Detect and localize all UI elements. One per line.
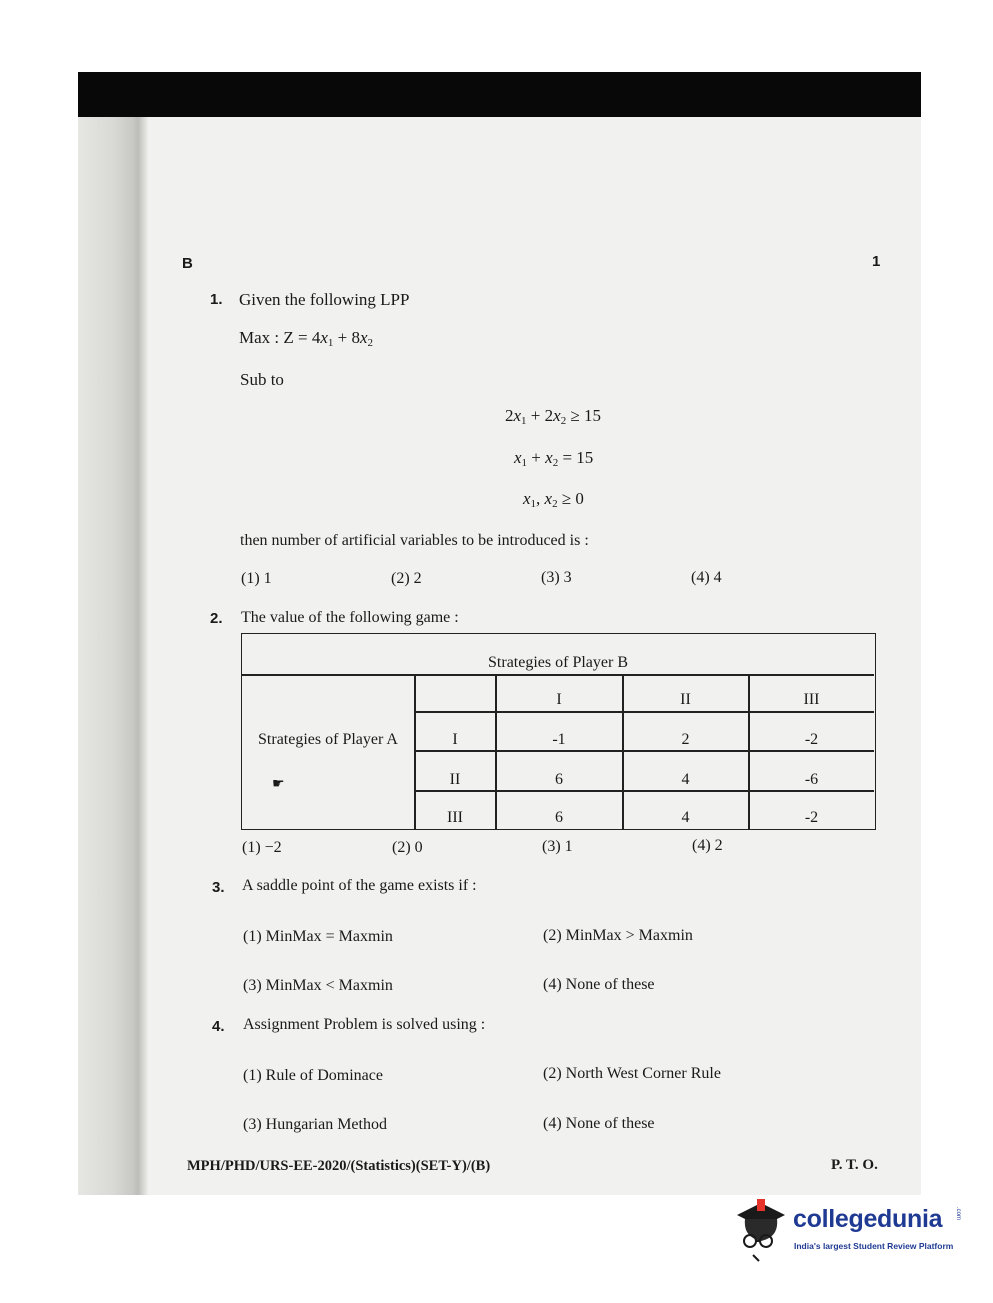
- question-4-option-2: (2) North West Corner Rule: [543, 1065, 721, 1082]
- subject-to-label: Sub to: [240, 370, 284, 389]
- question-2-option-4: (4) 2: [692, 837, 723, 854]
- question-1-prompt: then number of artificial variables to be introduced is :: [240, 532, 589, 549]
- question-1-option-4: (4) 4: [691, 569, 722, 586]
- brand-tagline: India's largest Student Review Platform: [794, 1241, 954, 1251]
- footer-exam-code: MPH/PHD/URS-EE-2020/(Statistics)(SET-Y)/(B): [187, 1158, 491, 1174]
- question-4-option-4: (4) None of these: [543, 1115, 655, 1132]
- col-label-3: III: [803, 691, 820, 708]
- graduate-mascot-icon: [733, 1195, 795, 1265]
- player-b-header: Strategies of Player B: [488, 654, 628, 671]
- cell-2-2: 4: [681, 771, 690, 788]
- question-3-option-3: (3) MinMax < Maxmin: [243, 977, 393, 994]
- question-3-stem: A saddle point of the game exists if :: [242, 877, 477, 894]
- cell-3-1: 6: [555, 809, 563, 826]
- constraint-1: $2x_1 + 2x_2 \ge 15$: [505, 406, 602, 427]
- row-label-1: I: [452, 731, 458, 748]
- question-2-option-2: (2) 0: [392, 839, 423, 856]
- cell-1-1: -1: [552, 731, 566, 748]
- row-label-3: III: [447, 809, 463, 826]
- question-3-option-1: (1) MinMax = Maxmin: [243, 928, 393, 945]
- cell-3-3: -2: [804, 809, 819, 826]
- player-a-header: Strategies of Player A: [258, 731, 398, 748]
- footer-pto: P. T. O.: [831, 1157, 878, 1173]
- question-4-option-1: (1) Rule of Dominace: [243, 1067, 383, 1084]
- scan-top-bar: [78, 72, 921, 117]
- question-1-option-2: (2) 2: [391, 570, 422, 587]
- question-1-objective: Max : $Z = 4x_1 + 8x_2$: [239, 328, 374, 349]
- question-1-option-1: (1) 1: [241, 570, 272, 587]
- col-label-2: II: [680, 691, 691, 708]
- cell-3-2: 4: [681, 809, 690, 826]
- question-1-number: 1.: [210, 291, 223, 308]
- question-2-number: 2.: [210, 610, 223, 627]
- cell-2-3: -6: [804, 771, 819, 788]
- page-binding-shadow: [78, 117, 148, 1195]
- cell-2-1: 6: [555, 771, 563, 788]
- constraint-2: $x_1 + x_2 = 15$: [514, 448, 594, 469]
- question-2-option-1: (1) −2: [242, 839, 282, 856]
- row-label-2: II: [449, 771, 461, 788]
- collegedunia-logo: [733, 1195, 973, 1265]
- question-2-option-3: (3) 1: [542, 838, 573, 855]
- question-3-option-4: (4) None of these: [543, 976, 655, 993]
- question-4-number: 4.: [212, 1018, 225, 1035]
- set-label: B: [182, 255, 193, 272]
- cell-1-2: 2: [681, 731, 690, 748]
- question-4-stem: Assignment Problem is solved using :: [243, 1016, 486, 1033]
- cell-1-3: -2: [804, 731, 819, 748]
- page-number: 1: [872, 253, 881, 270]
- question-3-number: 3.: [212, 879, 225, 896]
- hand-pointer-icon: ☛: [272, 777, 285, 792]
- question-1-stem: Given the following LPP: [239, 290, 410, 309]
- game-payoff-table: [241, 633, 876, 830]
- col-label-1: I: [556, 691, 562, 708]
- question-1-option-3: (3) 3: [541, 569, 572, 586]
- brand-com: .com: [955, 1207, 961, 1221]
- question-3-option-2: (2) MinMax > Maxmin: [543, 927, 693, 944]
- constraint-3: $x_1$, $x_2 \ge 0$: [523, 489, 584, 510]
- brand-wordmark: collegedunia: [793, 1205, 943, 1233]
- question-2-stem: The value of the following game :: [241, 609, 459, 626]
- question-4-option-3: (3) Hungarian Method: [243, 1116, 387, 1133]
